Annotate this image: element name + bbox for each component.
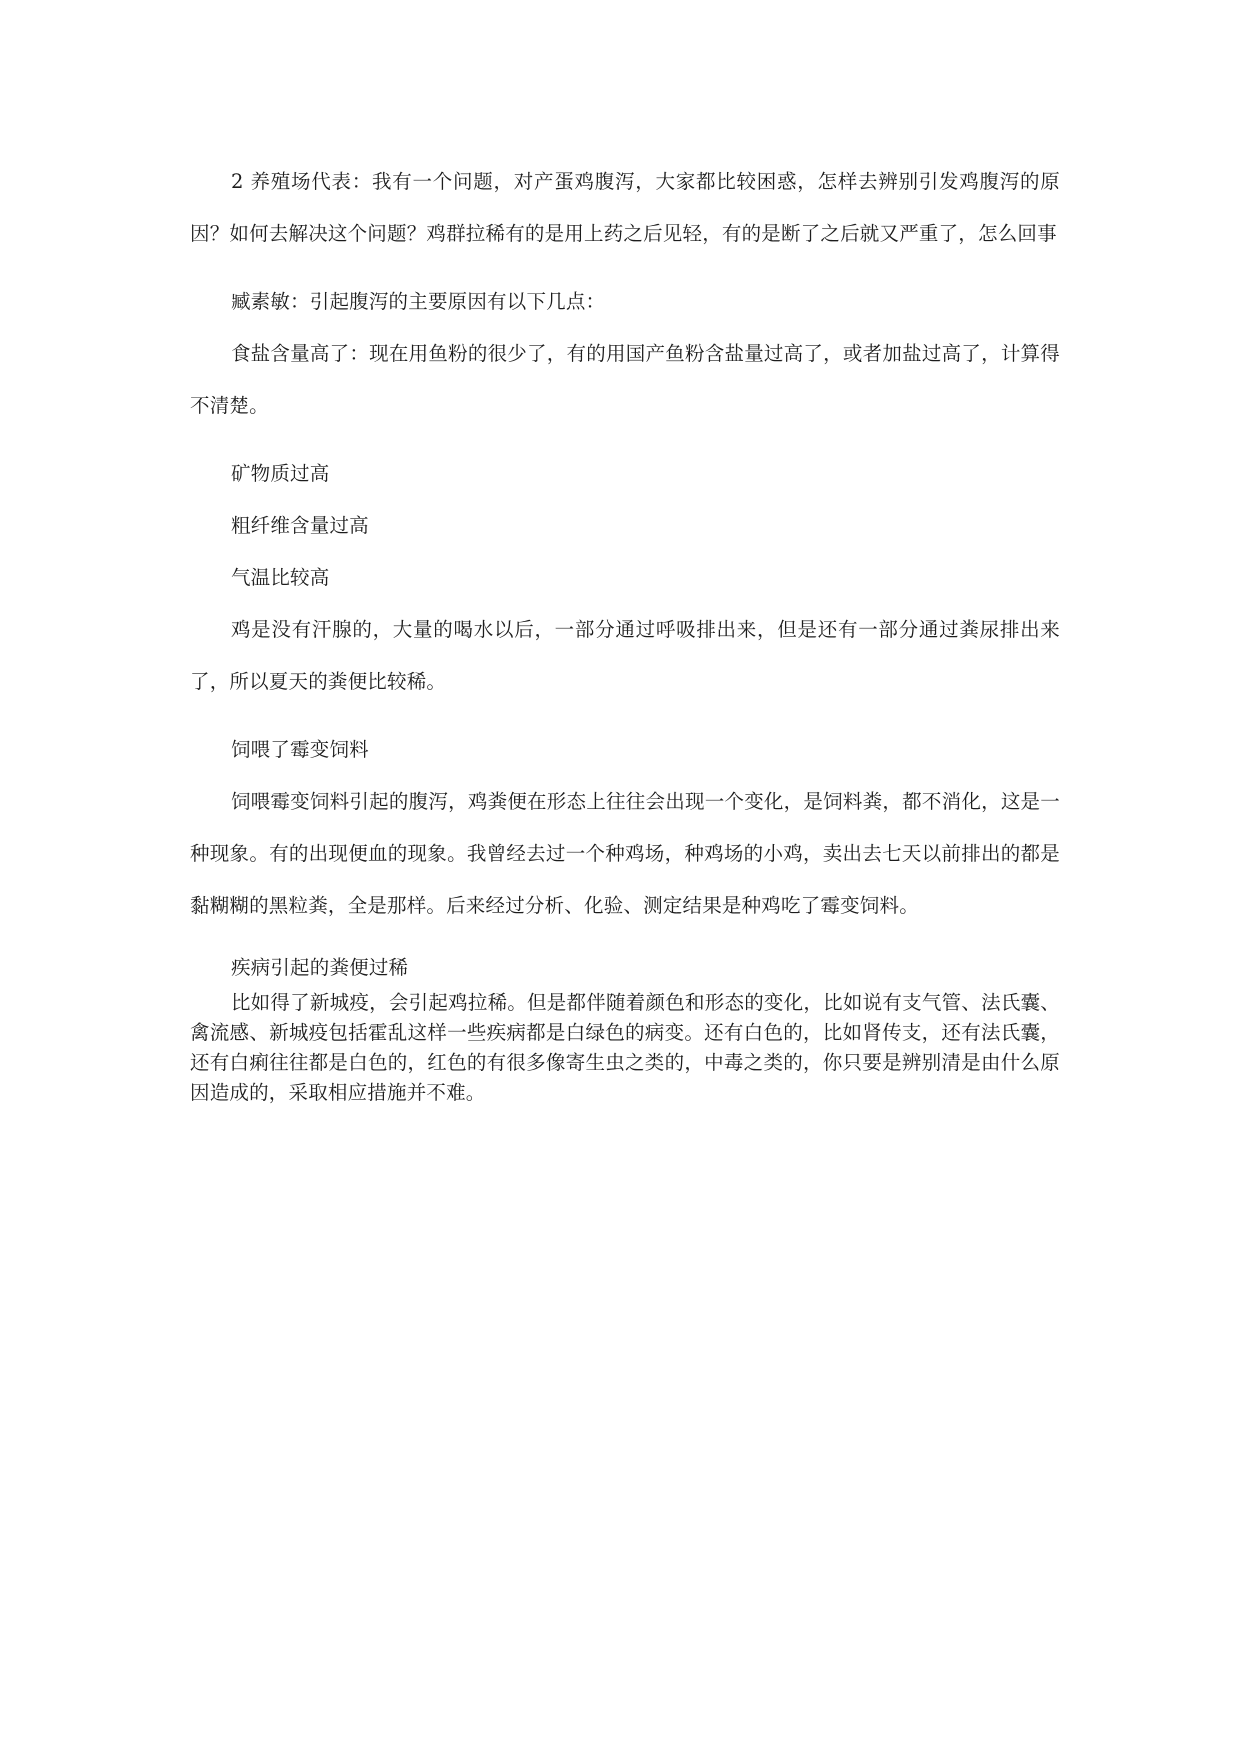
document-body bbox=[190, 156, 1060, 1108]
paragraph-temperature: 气温比较高 bbox=[230, 566, 330, 589]
paragraph-salt: 食盐含量高了：现在用鱼粉的很少了，有的用国产鱼粉含盐量过高了，或者加盐过高了，计算得不清楚。 bbox=[190, 342, 1060, 417]
paragraph-question: 2 养殖场代表：我有一个问题，对产蛋鸡腹泻，大家都比较困惑，怎样去辨别引发鸡腹泻的原因？如何去解决这个问题？鸡群拉稀有的是用上药之后见轻，有的是断了之后就又严重了，怎么回事 bbox=[190, 170, 1060, 245]
paragraph-moldy-feed-detail: 饲喂霉变饲料引起的腹泻，鸡粪便在形态上往往会出现一个变化，是饲料粪，都不消化，这是一种现象。有的出现便血的现象。我曾经去过一个种鸡场，种鸡场的小鸡，卖出去七天以前排出的都是黏糊糊的黑粒粪，全是那样。后来经过分析、化验、测定结果是种鸡吃了霉变饲料。 bbox=[190, 790, 1060, 917]
paragraph-answer-intro: 臧素敏：引起腹泻的主要原因有以下几点： bbox=[230, 290, 606, 313]
paragraph-disease-detail: 比如得了新城疫，会引起鸡拉稀。但是都伴随着颜色和形态的变化，比如说有支气管、法氏囊、禽流感、新城疫包括霍乱这样一些疾病都是白绿色的病变。还有白色的，比如肾传支，还有法氏囊，还有白痢往往都是白色的，红色的有很多像寄生虫之类的，中毒之类的，你只要是辨别清是由什么原因造成的，采取相应措施并不难。 bbox=[190, 991, 1060, 1104]
paragraph-fiber: 粗纤维含量过高 bbox=[230, 514, 369, 537]
paragraph-minerals: 矿物质过高 bbox=[230, 462, 330, 485]
paragraph-moldy-feed: 饲喂了霉变饲料 bbox=[230, 738, 369, 761]
paragraph-disease: 疾病引起的粪便过稀 bbox=[230, 956, 409, 979]
paragraph-sweat-glands: 鸡是没有汗腺的，大量的喝水以后，一部分通过呼吸排出来，但是还有一部分通过粪尿排出来了，所以夏天的粪便比较稀。 bbox=[190, 618, 1060, 693]
